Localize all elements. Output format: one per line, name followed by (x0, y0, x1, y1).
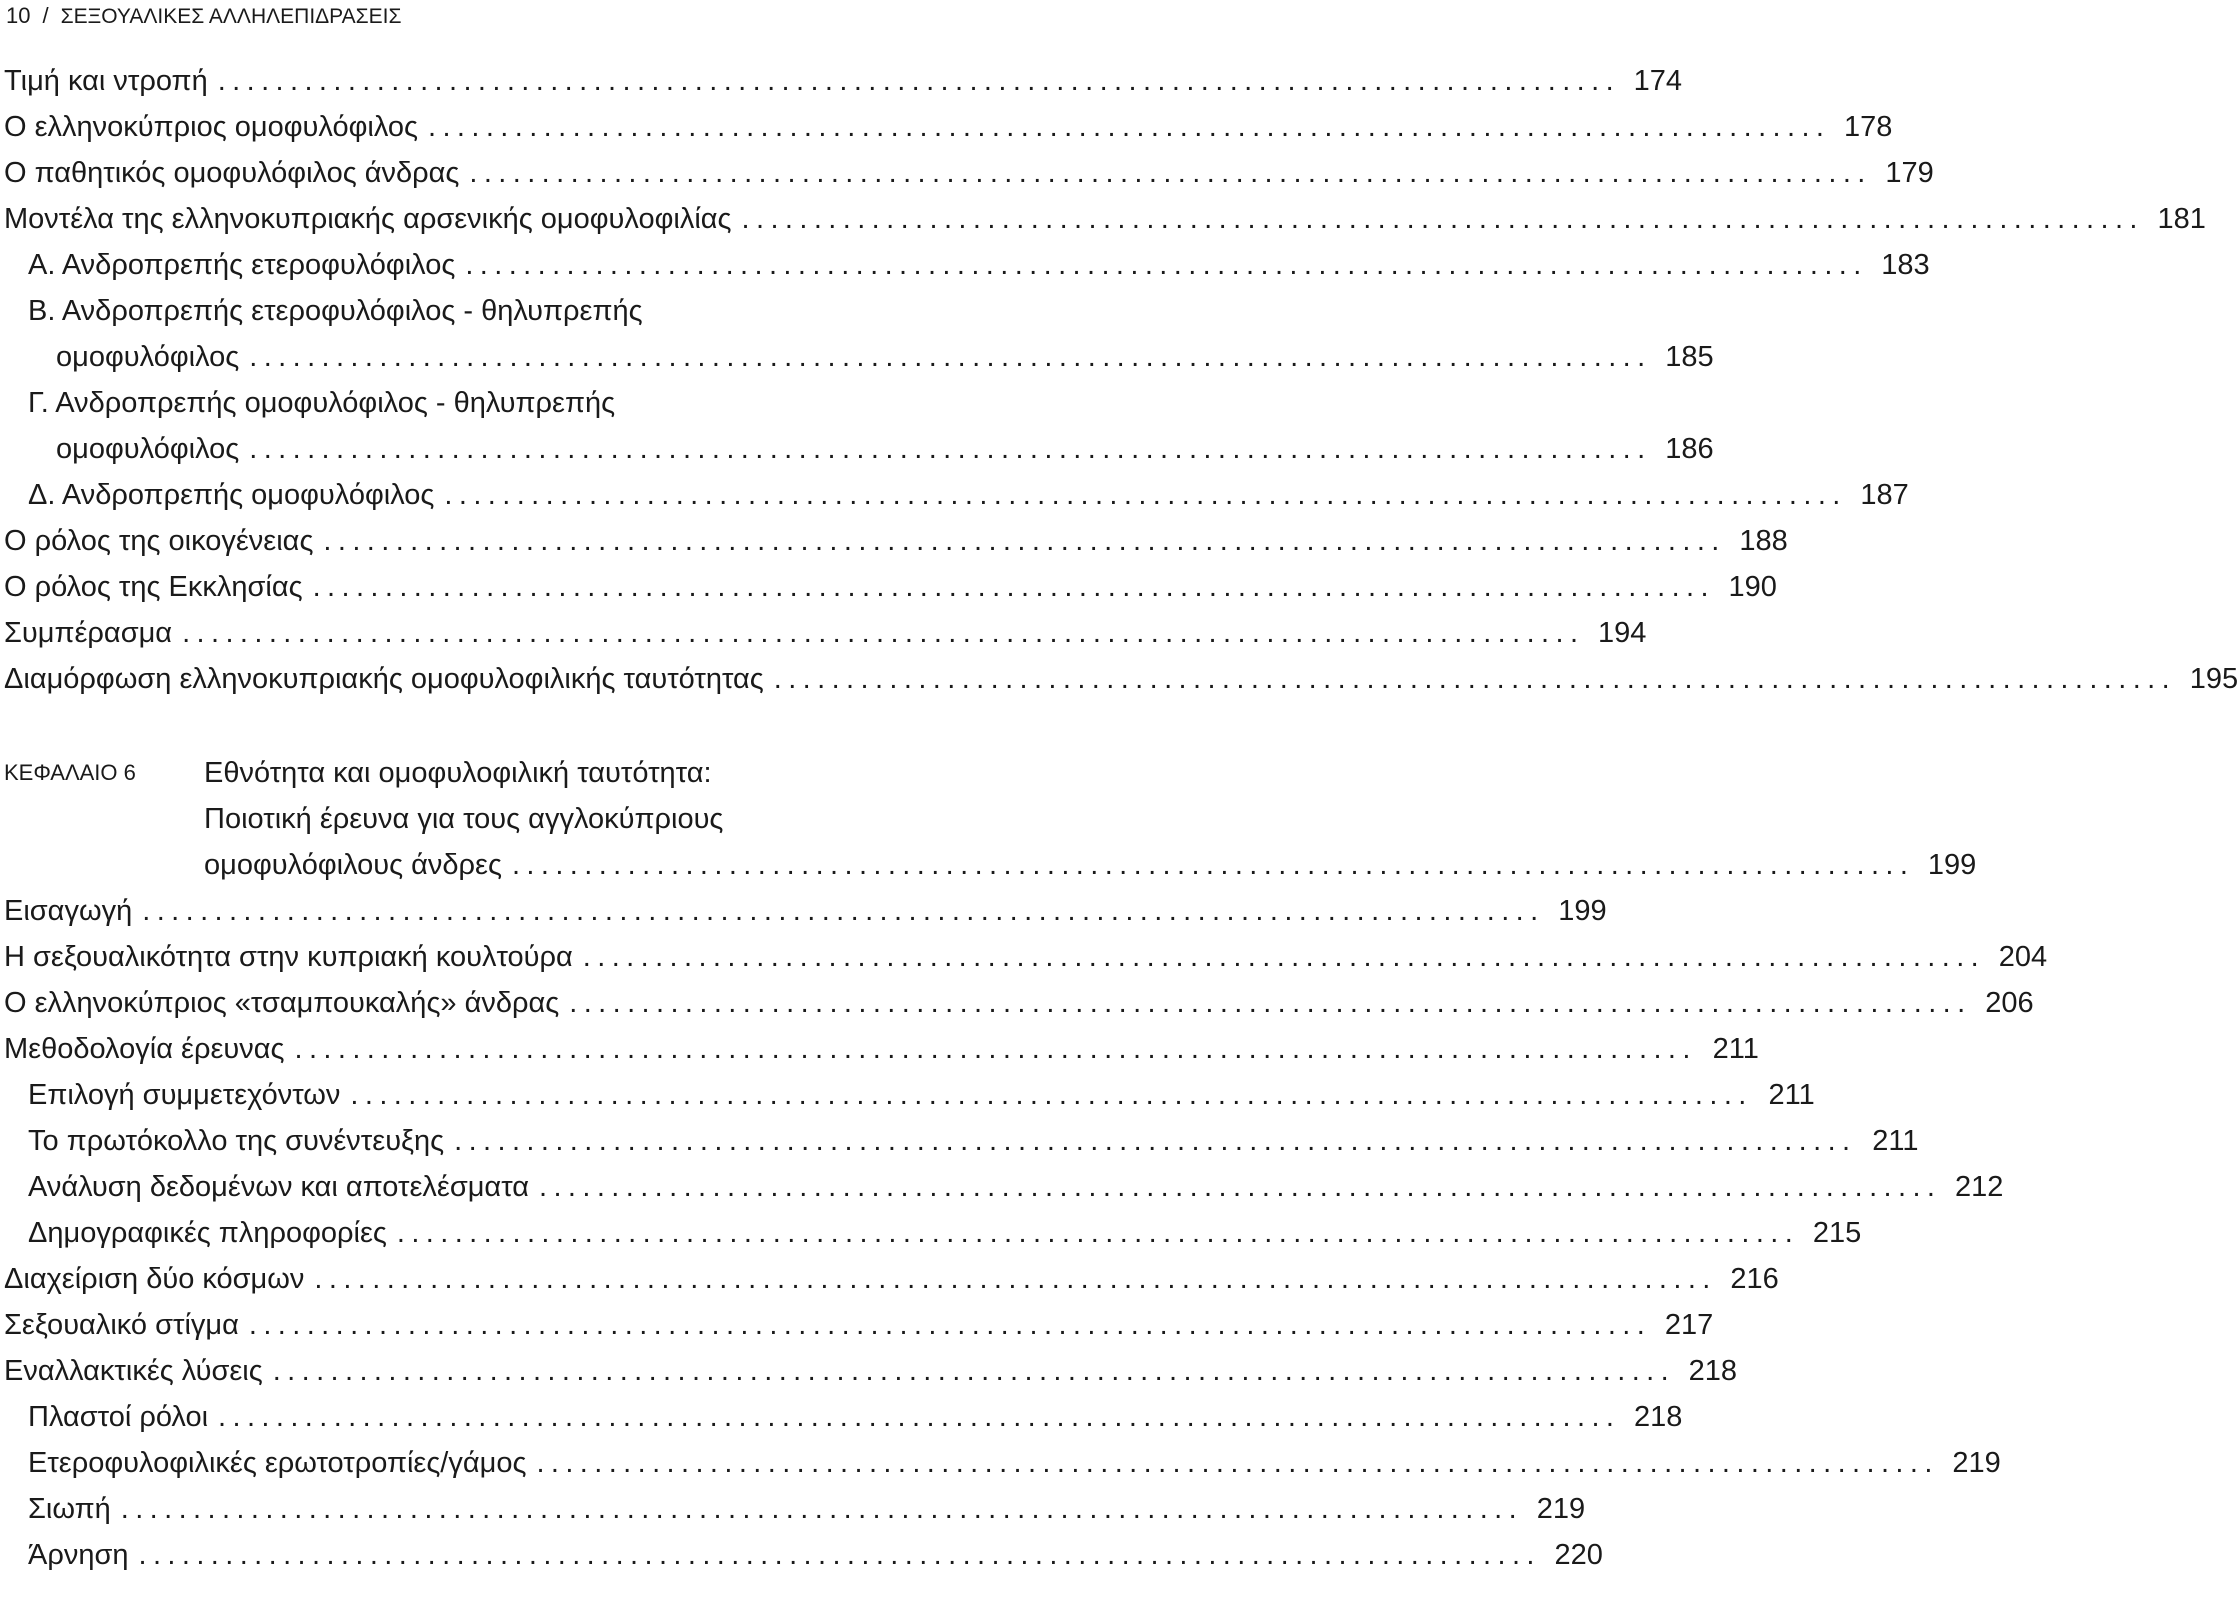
dot-leader: ................................................................................................. (120, 1493, 1524, 1525)
toc-entry[interactable] (4, 196, 2206, 242)
toc-entry-label: Δ. Ανδροπρεπής ομοφυλόφιλος (28, 479, 435, 511)
toc-entry-page: 187 (1860, 479, 1909, 511)
toc-entry-label: Ανάλυση δεδομένων και αποτελέσματα (28, 1171, 530, 1203)
toc-entry[interactable] (4, 518, 1788, 564)
toc-entry-label: Άρνηση (28, 1539, 129, 1571)
toc-entry-label: Σιωπή (28, 1493, 111, 1525)
dot-leader: ................................................................................................. (444, 479, 1847, 511)
toc-entry-page: 181 (2157, 203, 2206, 235)
dot-leader: ................................................................................................. (314, 1263, 1717, 1295)
dot-leader: ................................................................................................. (569, 987, 1972, 1019)
page-number: 10 (6, 3, 31, 28)
chapter-title-line[interactable] (204, 842, 1977, 888)
toc-entry[interactable] (4, 656, 2238, 702)
toc-entry[interactable] (4, 980, 2034, 1026)
toc-entry-page: 218 (1688, 1355, 1738, 1387)
toc-entry[interactable] (28, 1486, 1586, 1532)
dot-leader: ................................................................................................. (539, 1171, 1942, 1203)
running-header (6, 2, 401, 30)
running-title: ΣΕΞΟΥΑΛΙΚΕΣ ΑΛΛΗΛΕΠΙΔΡΑΣΕΙΣ (60, 5, 402, 28)
toc-entry[interactable] (4, 1026, 1759, 1072)
toc-entry[interactable] (4, 1256, 1779, 1302)
toc-entry[interactable] (28, 1118, 1919, 1164)
toc-entry[interactable] (4, 610, 1647, 656)
toc-entry-page: 211 (1872, 1125, 1919, 1157)
dot-leader: ................................................................................................. (249, 341, 1652, 373)
toc-entry[interactable] (4, 888, 1607, 934)
toc-entry[interactable] (28, 1440, 2001, 1486)
toc-entry-page: 212 (1954, 1171, 2004, 1203)
toc-entry[interactable] (4, 1348, 1738, 1394)
toc-entry-page: 178 (1843, 111, 1893, 143)
toc-entry-page: 220 (1554, 1539, 1603, 1571)
toc-entry-label: Η σεξουαλικότητα στην κυπριακή κουλτούρα (4, 941, 573, 973)
dot-leader: ................................................................................................. (773, 663, 2177, 695)
toc-entry-label: Εναλλακτικές λύσεις (4, 1355, 263, 1387)
toc-entry-label: Επιλογή συμμετεχόντων (28, 1079, 341, 1111)
toc-entry-label: Διαμόρφωση ελληνοκυπριακής ομοφυλοφιλικής ταυτότητας (4, 663, 764, 695)
dot-leader: ................................................................................................. (182, 617, 1585, 649)
header-separator: / (42, 3, 49, 28)
toc-entry-label: Συμπέρασμα (4, 617, 173, 649)
toc-entry[interactable] (56, 426, 1714, 472)
dot-leader: ................................................................................................. (511, 849, 1915, 881)
chapter-title-text: Ποιοτική έρευνα για τους αγγλοκύπριους (204, 803, 724, 835)
toc-entry-label: Γ. Ανδροπρεπής ομοφυλόφιλος - θηλυπρεπής (28, 387, 616, 419)
toc-entry-label: Ετεροφυλοφιλικές ερωτοτροπίες/γάμος (28, 1447, 527, 1479)
toc-entry-page: 218 (1634, 1401, 1683, 1433)
toc-entry[interactable] (28, 242, 1930, 288)
dot-leader: ................................................................................................. (217, 65, 1621, 97)
toc-entry-page: 217 (1664, 1309, 1714, 1341)
dot-leader: ................................................................................................. (272, 1355, 1676, 1387)
toc-entry-label: Β. Ανδροπρεπής ετεροφυλόφιλος - θηλυπρεπής (28, 295, 643, 327)
dot-leader: ................................................................................................. (582, 941, 1986, 973)
toc-entry-label: Ο ελληνοκύπριος «τσαμπουκαλής» άνδρας (4, 987, 560, 1019)
toc-entry[interactable] (28, 380, 944, 426)
dot-leader: ................................................................................................. (396, 1217, 1800, 1249)
toc-entry-page: 215 (1812, 1217, 1862, 1249)
dot-leader: ................................................................................................. (465, 249, 1868, 281)
dot-leader: ................................................................................................. (323, 525, 1726, 557)
dot-leader: ................................................................................................. (249, 433, 1652, 465)
dot-leader: ................................................................................................. (741, 203, 2144, 235)
chapter-label: ΚΕΦΑΛΑΙΟ 6 (4, 760, 136, 785)
toc-entry[interactable] (56, 334, 1714, 380)
toc-entry-label: Μοντέλα της ελληνοκυπριακής αρσενικής ομοφυλοφιλίας (4, 203, 732, 235)
toc-entry-page: 216 (1730, 1263, 1779, 1295)
toc-entry[interactable] (28, 1072, 1815, 1118)
toc-entry-page: 183 (1881, 249, 1930, 281)
toc-entry-label: Μεθοδολογία έρευνας (4, 1033, 285, 1065)
toc-entry-label: Ο ρόλος της οικογένειας (4, 525, 314, 557)
toc-entry-page: 186 (1665, 433, 1714, 465)
toc-entry-label: Πλαστοί ρόλοι (28, 1401, 209, 1433)
dot-leader: ................................................................................................. (138, 1539, 1541, 1571)
toc-entry-label: ομοφυλόφιλος (56, 433, 240, 465)
toc-entry-label: ομοφυλόφιλος (56, 341, 240, 373)
dot-leader: ................................................................................................. (469, 157, 1872, 189)
toc-entry[interactable] (28, 1210, 1862, 1256)
dot-leader: ................................................................................................. (454, 1125, 1857, 1157)
toc-entry-label: Α. Ανδροπρεπής ετεροφυλόφιλος (28, 249, 456, 281)
toc-entry[interactable] (4, 934, 2048, 980)
chapter-title-line[interactable] (204, 750, 944, 796)
toc-entry-page: 194 (1598, 617, 1647, 649)
toc-entry[interactable] (28, 1164, 2004, 1210)
toc-entry-page: 190 (1728, 571, 1777, 603)
dot-leader: ................................................................................................. (248, 1309, 1652, 1341)
chapter-title-text: ομοφυλόφιλους άνδρες (204, 849, 502, 881)
toc-entry[interactable] (4, 104, 1893, 150)
chapter-title-text: Εθνότητα και ομοφυλοφιλική ταυτότητα: (204, 757, 712, 789)
toc-entry-label: Ο ρόλος της Εκκλησίας (4, 571, 303, 603)
toc-entry-label: Εισαγωγή (4, 895, 133, 927)
toc-entry[interactable] (4, 150, 1934, 196)
toc-entry[interactable] (28, 1532, 1603, 1578)
dot-leader: ................................................................................................. (350, 1079, 1753, 1111)
toc-entry[interactable] (28, 472, 1909, 518)
toc-entry-page: 174 (1633, 65, 1683, 97)
toc-entry-label: Σεξουαλικό στίγμα (4, 1309, 239, 1341)
toc-entry-page: 185 (1665, 341, 1714, 373)
dot-leader: ................................................................................................. (294, 1033, 1697, 1065)
toc-entry-page: 219 (1952, 1447, 2001, 1479)
toc-entry-page: 206 (1985, 987, 2034, 1019)
toc-entry-label: Δημογραφικές πληροφορίες (28, 1217, 387, 1249)
toc-entry-label: Τιμή και ντροπή (4, 65, 208, 97)
dot-leader: ................................................................................................. (428, 111, 1831, 143)
toc-entry-label: Ο ελληνοκύπριος ομοφυλόφιλος (4, 111, 419, 143)
toc-entry-page: 199 (1558, 895, 1607, 927)
toc-entry-page: 219 (1536, 1493, 1586, 1525)
dot-leader: ................................................................................................. (536, 1447, 1939, 1479)
dot-leader: ................................................................................................. (142, 895, 1545, 927)
chapter-title-line[interactable] (204, 796, 944, 842)
toc-entry-page: 188 (1739, 525, 1788, 557)
toc-entry[interactable] (4, 564, 1777, 610)
toc-entry-page: 211 (1712, 1033, 1759, 1065)
toc-entry[interactable] (28, 1394, 1683, 1440)
toc-entry-page: 204 (1998, 941, 2048, 973)
toc-entry-page: 179 (1885, 157, 1934, 189)
dot-leader: ................................................................................................. (312, 571, 1715, 603)
toc-entry[interactable] (28, 288, 944, 334)
chapter-page: 199 (1927, 849, 1977, 881)
toc-entry-page: 195 (2189, 663, 2238, 695)
toc-entry[interactable] (4, 1302, 1714, 1348)
toc-entry-label: Ο παθητικός ομοφυλόφιλος άνδρας (4, 157, 460, 189)
toc-entry-label: Διαχείριση δύο κόσμων (4, 1263, 305, 1295)
toc-entry-label: Το πρωτόκολλο της συνέντευξης (28, 1125, 445, 1157)
toc-entry-page: 211 (1768, 1079, 1815, 1111)
dot-leader: ................................................................................................. (218, 1401, 1621, 1433)
toc-entry[interactable] (4, 58, 1683, 104)
